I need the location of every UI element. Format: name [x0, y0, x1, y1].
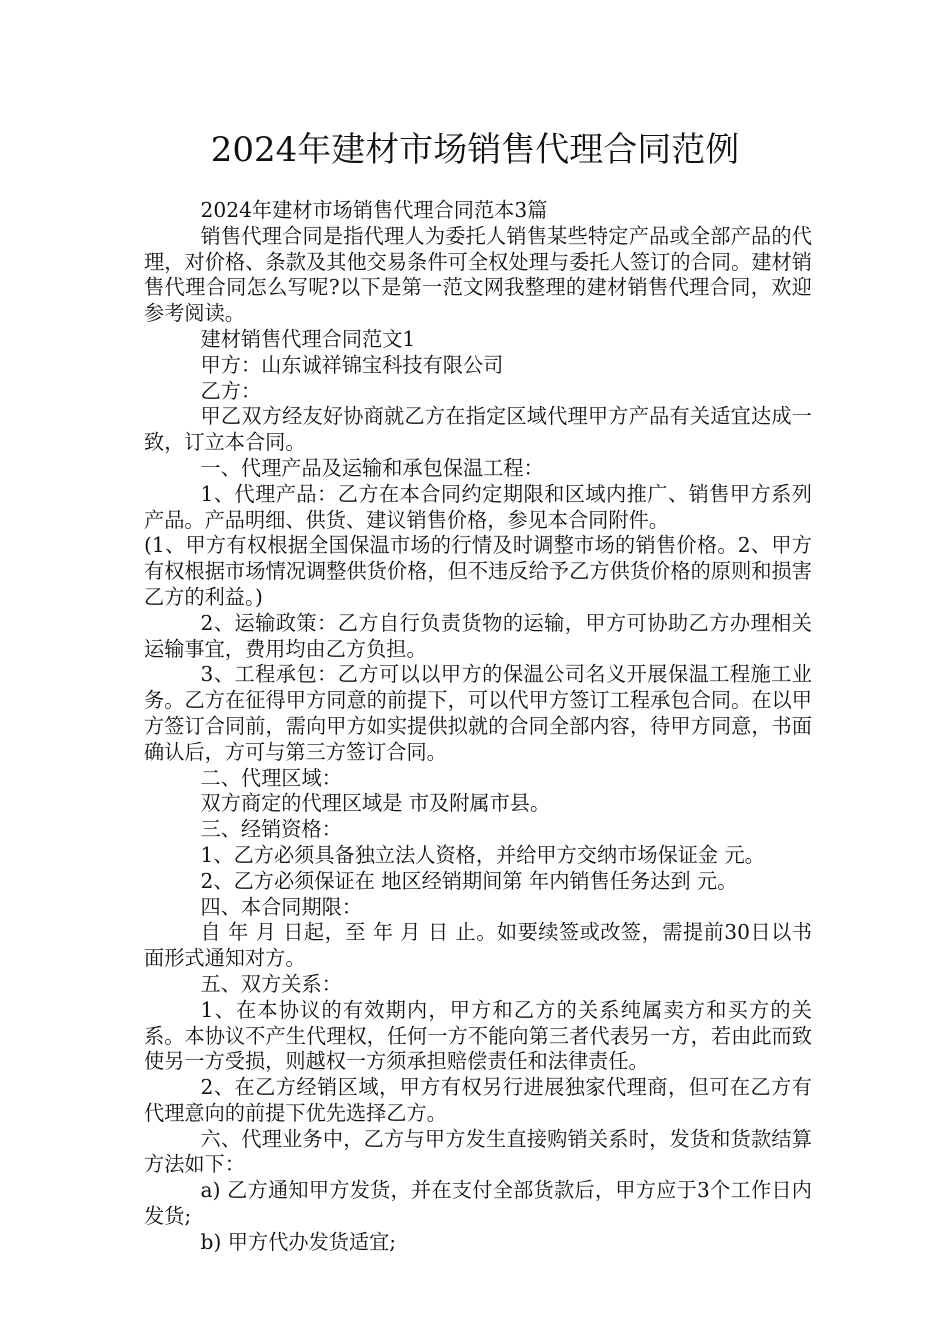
paragraph: 五、双方关系： — [200, 971, 342, 996]
document-title: 2024年建材市场销售代理合同范例 — [210, 130, 740, 170]
paragraph: a) 乙方通知甲方发货，并在支付全部货款后，甲方应于3个工作日内发货; — [144, 1178, 812, 1229]
paragraph: b) 甲方代办发货适宜; — [200, 1229, 397, 1254]
paragraph: 甲方：山东诚祥锦宝科技有限公司 — [200, 352, 504, 377]
paragraph: 1、在本协议的有效期内，甲方和乙方的关系纯属卖方和买方的关系。本协议不产生代理权，任何一方不能向第三者代表另一方，若由此而致使另一方受损，则越权一方须承担赔偿责任和法律责任。 — [144, 997, 812, 1074]
paragraph: 建材销售代理合同范文1 — [200, 326, 416, 351]
paragraph: 自 年 月 日起，至 年 月 日 止。如要续签或改签，需提前30日以书面形式通知对方。 — [144, 920, 812, 971]
paragraph: 一、代理产品及运输和承包保温工程： — [200, 455, 544, 480]
paragraph: 1、代理产品：乙方在本合同约定期限和区域内推广、销售甲方系列产品。产品明细、供货、建议销售价格，参见本合同附件。 — [144, 481, 812, 532]
paragraph: 2、运输政策：乙方自行负责货物的运输，甲方可协助乙方办理相关运输事宜，费用均由乙方负担。 — [144, 610, 812, 661]
paragraph: 销售代理合同是指代理人为委托人销售某些特定产品或全部产品的代理，对价格、条款及其他交易条件可全权处理与委托人签订的合同。建材销售代理合同怎么写呢?以下是第一范文网我整理的建材销售代理合同，欢迎参考阅读。 — [144, 223, 812, 326]
paragraph: 2、在乙方经销区域，甲方有权另行进展独家代理商，但可在乙方有代理意向的前提下优先选择乙方。 — [144, 1075, 812, 1125]
paragraph: 四、本合同期限： — [200, 894, 363, 919]
paragraph: 三、经销资格： — [200, 817, 342, 842]
paragraph: 甲乙双方经友好协商就乙方在指定区域代理甲方产品有关适宜达成一致，订立本合同。 — [144, 404, 812, 455]
paragraph: 3、工程承包：乙方可以以甲方的保温公司名义开展保温工程施工业务。乙方在征得甲方同意的前提下，可以代甲方签订工程承包合同。在以甲方签订合同前，需向甲方如实提供拟就的合同全部内容，待甲方同意，书面确认后，方可与第三方签订合同。 — [144, 662, 812, 764]
paragraph: 2、乙方必须保证在 地区经销期间第 年内销售任务达到 元。 — [200, 868, 738, 893]
paragraph: 1、乙方必须具备独立法人资格，并给甲方交纳市场保证金 元。 — [200, 842, 765, 867]
paragraph: 六、代理业务中，乙方与甲方发生直接购销关系时，发货和货款结算方法如下： — [144, 1126, 812, 1177]
paragraph: 二、代理区域： — [200, 765, 342, 790]
paragraph: 乙方： — [200, 378, 262, 403]
paragraph: (1、甲方有权根据全国保温市场的行情及时调整市场的销售价格。2、甲方有权根据市场情况调整供货价格，但不违反给予乙方供货价格的原则和损害乙方的利益。) — [144, 533, 812, 609]
document-body — [144, 198, 812, 1256]
paragraph: 2024年建材市场销售代理合同范本3篇 — [200, 198, 548, 222]
paragraph: 双方商定的代理区域是 市及附属市县。 — [200, 791, 551, 816]
